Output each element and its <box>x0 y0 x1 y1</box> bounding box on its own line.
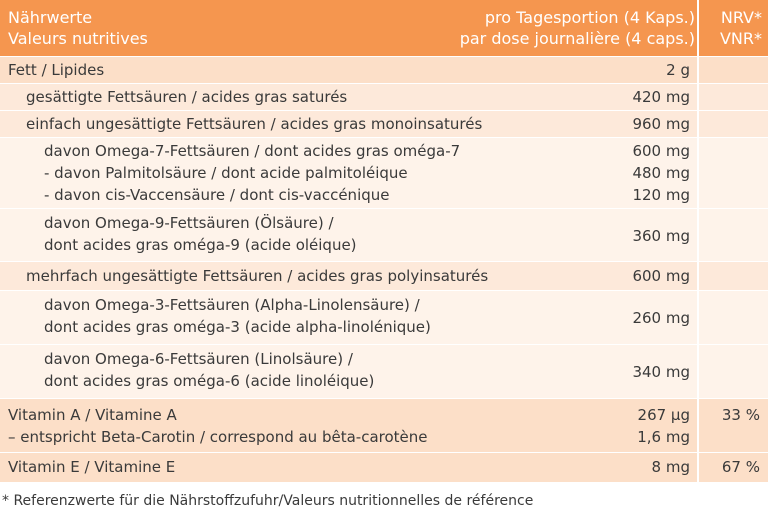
table-row <box>0 291 768 344</box>
row-value: 600 mg <box>632 267 690 285</box>
row-value: 960 mg <box>632 115 690 133</box>
row-label: einfach ungesättigte Fettsäuren / acides gras monoinsaturés <box>26 115 483 133</box>
table-row <box>0 209 768 261</box>
table-row <box>0 138 768 208</box>
row-value: 267 µg <box>637 406 690 424</box>
row-value: 480 mg <box>632 164 690 182</box>
header-title-fr: Valeurs nutritives <box>8 29 148 48</box>
table-row <box>0 262 768 290</box>
row-label: - davon Palmitolsäure / dont acide palmitoléique <box>44 164 408 182</box>
header-portion-fr: par dose journalière (4 caps.) <box>459 29 695 48</box>
row-value: 340 mg <box>632 363 690 381</box>
row-value: 120 mg <box>632 186 690 204</box>
table-row <box>0 453 768 482</box>
header-portion <box>460 7 695 49</box>
header-title-de: Nährwerte <box>8 8 93 27</box>
row-label: dont acides gras oméga-3 (acide alpha-linolénique) <box>44 318 431 336</box>
column-divider <box>697 0 699 483</box>
header-nrv <box>720 7 762 49</box>
header-title <box>8 7 148 49</box>
row-value: 260 mg <box>632 309 690 327</box>
row-label: davon Omega-6-Fettsäuren (Linolsäure) / <box>44 350 353 368</box>
row-value: 1,6 mg <box>637 428 690 446</box>
header-portion-de: pro Tagesportion (4 Kaps.) <box>484 8 695 27</box>
row-label: mehrfach ungesättigte Fettsäuren / acides gras polyinsaturés <box>26 267 489 285</box>
row-nrv: 33 % <box>721 406 760 424</box>
table-header <box>0 0 768 56</box>
row-label: dont acides gras oméga-9 (acide oléique) <box>44 236 357 254</box>
row-label: davon Omega-7-Fettsäuren / dont acides gras oméga-7 <box>44 142 461 160</box>
table-row <box>0 84 768 110</box>
row-label: dont acides gras oméga-6 (acide linoléique) <box>44 372 375 390</box>
row-value: 360 mg <box>632 227 690 245</box>
row-nrv: 67 % <box>721 458 760 476</box>
row-value: 420 mg <box>632 88 690 106</box>
row-value: 600 mg <box>632 142 690 160</box>
row-value: 2 g <box>666 61 690 79</box>
row-label: – entspricht Beta-Carotin / correspond au bêta-carotène <box>8 428 428 446</box>
row-label: Fett / Lipides <box>8 61 105 79</box>
header-nrv-de: NRV* <box>720 8 762 27</box>
row-label: Vitamin A / Vitamine A <box>8 406 177 424</box>
row-label: davon Omega-9-Fettsäuren (Ölsäure) / <box>44 214 334 232</box>
header-nrv-fr: VNR* <box>719 29 762 48</box>
row-label: - davon cis-Vaccensäure / dont cis-vaccénique <box>44 186 390 204</box>
row-label: davon Omega-3-Fettsäuren (Alpha-Linolensäure) / <box>44 296 420 314</box>
footnote: * Referenzwerte für die Nährstoffzufuhr/Valeurs nutritionnelles de référence <box>2 493 534 509</box>
table-row <box>0 399 768 452</box>
row-value: 8 mg <box>651 458 690 476</box>
table-row <box>0 345 768 398</box>
table-row <box>0 111 768 137</box>
row-label: gesättigte Fettsäuren / acides gras saturés <box>26 88 348 106</box>
row-label: Vitamin E / Vitamine E <box>8 458 176 476</box>
table-row <box>0 57 768 83</box>
